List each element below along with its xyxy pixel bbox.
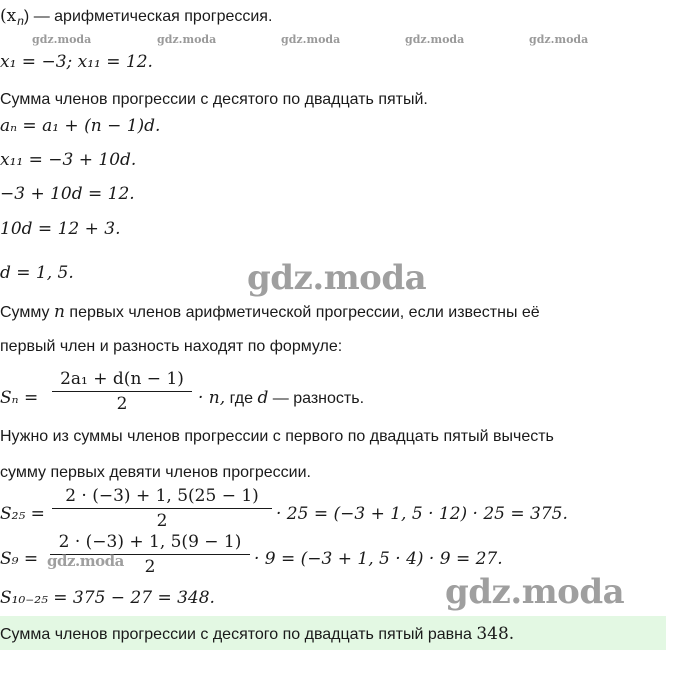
equation-x11: x₁₁ = −3 + 10d. [0,150,137,170]
answer-value: 348. [476,624,515,644]
sum-intro-line-1 [0,302,540,322]
sn-fraction [52,369,192,414]
watermark-small-4: gdz.moda [405,33,465,46]
s25-lhs: S₂₅ = [0,504,45,524]
answer-text: Сумма членов прогрессии с десятого по двадцать пятый равна [0,626,472,643]
sn-lhs: Sₙ = [0,388,39,408]
formula-an: aₙ = a₁ + (n − 1)d. [0,116,161,136]
s25-fraction-bar [52,508,272,509]
watermark-large-1: gdz.moda [247,258,427,298]
task-statement: Сумма членов прогрессии с десятого по двадцать пятый. [0,91,428,108]
watermark-small-3: gdz.moda [281,33,341,46]
s9-lhs: S₉ = [0,549,39,569]
seq-sub: n [17,14,24,28]
equation-10d: 10d = 12 + 3. [0,219,121,239]
sum-intro-line-2: первый член и разность находят по формуле: [0,338,343,355]
sn-rhs-expr: · n, [198,388,226,408]
sn-numerator: 2a₁ + d(n − 1) [60,369,184,389]
sn-where-rest: — разность. [272,390,365,407]
sum-intro-word: Сумму [0,304,50,321]
watermark-small-1: gdz.moda [32,33,92,46]
seq-rest: ) — арифметическая прогрессия. [23,8,273,25]
sum-intro-n: n [54,302,65,322]
s25-rhs: · 25 = (−3 + 1, 5 · 12) · 25 = 375. [276,504,568,524]
sum-intro-rest: первых членов арифметической прогрессии, если известны её [69,304,540,321]
sn-d: d [257,388,269,408]
sequence-title [0,6,272,26]
equation-12: −3 + 10d = 12. [0,184,135,204]
given-values: x₁ = −3; x₁₁ = 12. [0,52,153,72]
sn-rhs [198,388,364,408]
seq-open: (x [0,6,17,26]
s9-numerator: 2 · (−3) + 1, 5(9 − 1) [58,532,242,552]
s9-denominator: 2 [144,557,156,577]
watermark-medium: gdz.moda [47,552,124,570]
s25-denominator: 2 [156,511,168,531]
answer-line [0,624,514,644]
sn-fraction-bar [52,391,192,392]
need-text-line-2: сумму первых девяти членов прогрессии. [0,464,311,481]
watermark-small-5: gdz.moda [529,33,589,46]
watermark-small-2: gdz.moda [157,33,217,46]
s25-numerator: 2 · (−3) + 1, 5(25 − 1) [65,486,259,506]
sn-where: где [229,390,253,407]
s25-fraction [52,486,272,531]
equation-d: d = 1, 5. [0,263,74,283]
need-text-line-1: Нужно из суммы членов прогрессии с первого по двадцать пятый вычесть [0,428,554,445]
s10-25: S₁₀₋₂₅ = 375 − 27 = 348. [0,588,215,608]
s9-rhs: · 9 = (−3 + 1, 5 · 4) · 9 = 27. [254,549,503,569]
sn-denominator: 2 [116,394,128,414]
watermark-large-2: gdz.moda [445,572,625,612]
